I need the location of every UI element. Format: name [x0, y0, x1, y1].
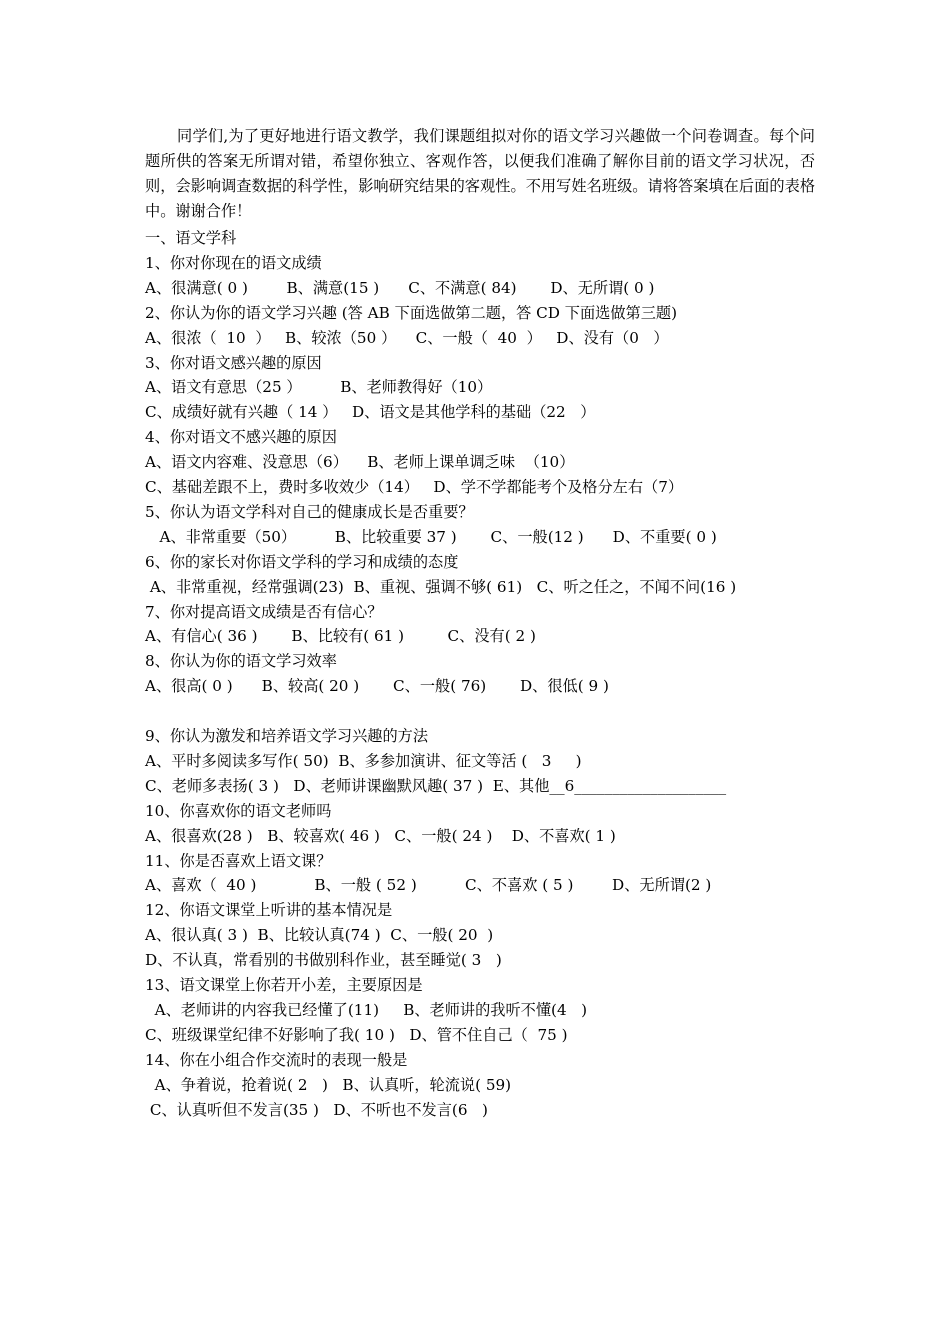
survey-line: A、非常重视，经常强调(23) B、重视、强调不够( 61) C、听之任之，不闻不问(16 ) — [145, 577, 737, 596]
survey-line: 9、你认为激发和培养语文学习兴趣的方法 — [145, 727, 429, 745]
survey-line: 一、语文学科 — [145, 229, 237, 247]
survey-line: A、有信心( 36 ) B、比较有( 61 ) C、没有( 2 ) — [145, 627, 536, 646]
survey-line: A、非常重要（50） B、比较重要 37 ) C、一般(12 ) D、不重要( 0 ) — [145, 527, 717, 546]
survey-line: A、争着说，抢着说( 2 ) B、认真听，轮流说( 59) — [145, 1075, 512, 1094]
survey-line: C、班级课堂纪律不好影响了我( 10 ) D、管不住自己（ 75 ) — [145, 1025, 568, 1044]
survey-line: 3、你对语文感兴趣的原因 — [145, 353, 322, 372]
survey-line: C、认真听但不发言(35 ) D、不听也不发言(6 ) — [145, 1100, 488, 1119]
survey-line: C、成绩好就有兴趣（ 14 ） D、语文是其他学科的基础（22 ） — [145, 403, 596, 422]
survey-line: A、喜欢（ 40 ) B、一般 ( 52 ) C、不喜欢 ( 5 ) D、无所谓(2 ) — [145, 876, 712, 895]
survey-line: 2、你认为你的语文学习兴趣 (答 AB 下面选做第二题，答 CD 下面选做第三题) — [145, 303, 678, 322]
survey-line: 11、你是否喜欢上语文课？ — [145, 851, 332, 870]
survey-line: 1、你对你现在的语文成绩 — [145, 253, 322, 272]
survey-line: A、平时多阅读多写作( 50) B、多参加演讲、征文等活 ( 3 ) — [145, 751, 582, 770]
survey-line: C、老师多表扬( 3 ) D、老师讲课幽默风趣( 37 ) E、其他__6____________________ — [145, 776, 727, 795]
survey-line: A、很满意( 0 ) B、满意(15 ) C、不满意( 84) D、无所谓( 0 ) — [145, 278, 655, 297]
survey-line: A、老师讲的内容我已经懂了(11) B、老师讲的我听不懂(4 ) — [145, 1000, 588, 1019]
survey-line: A、很认真( 3 ) B、比较认真(74 ) C、一般( 20 ) — [145, 926, 494, 945]
survey-line: 7、你对提高语文成绩是否有信心？ — [145, 602, 383, 621]
survey-line: 4、你对语文不感兴趣的原因 — [145, 428, 337, 447]
survey-line: 10、你喜欢你的语文老师吗 — [145, 801, 332, 820]
survey-line: C、基础差跟不上，费时多收效少（14） D、学不学都能考个及格分左右（7） — [145, 478, 684, 496]
survey-line: 12、你语文课堂上听讲的基本情况是 — [145, 901, 393, 920]
survey-line: D、不认真，常看别的书做别科作业，甚至睡觉( 3 ) — [145, 951, 502, 970]
survey-line: 6、你的家长对你语文学科的学习和成绩的态度 — [145, 552, 459, 571]
survey-line: A、语文有意思（25 ） B、老师教得好（10） — [145, 378, 493, 397]
survey-line: A、很浓（ 10 ） B、较浓（50 ） C、一般（ 40 ） D、没有（0 ） — [145, 328, 669, 347]
survey-line: A、很喜欢(28 ) B、较喜欢( 46 ) C、一般( 24 ) D、不喜欢( 1 ) — [145, 826, 616, 845]
survey-line: A、很高( 0 ) B、较高( 20 ) C、一般( 76) D、很低( 9 ) — [145, 677, 609, 696]
intro-paragraph: 同学们,为了更好地进行语文教学，我们课题组拟对你的语文学习兴趣做一个问卷调查。每个问题所供的答案无所谓对错，希望你独立、客观作答，以便我们准确了解你目前的语文学习状况，否则，会影响调查数据的科学性，影响研究结果的客观性。不用写姓名班级。请将答案填在后面的表格中。谢谢合作！ — [145, 127, 815, 220]
survey-line: 14、你在小组合作交流时的表现一般是 — [145, 1050, 408, 1069]
survey-line: 5、你认为语文学科对自己的健康成长是否重要？ — [145, 502, 474, 521]
survey-line: 13、语文课堂上你若开小差，主要原因是 — [145, 976, 423, 994]
survey-line: 8、你认为你的语文学习效率 — [145, 652, 337, 671]
survey-line: A、语文内容难、没意思（6） B、老师上课单调乏味 （10） — [145, 453, 575, 472]
